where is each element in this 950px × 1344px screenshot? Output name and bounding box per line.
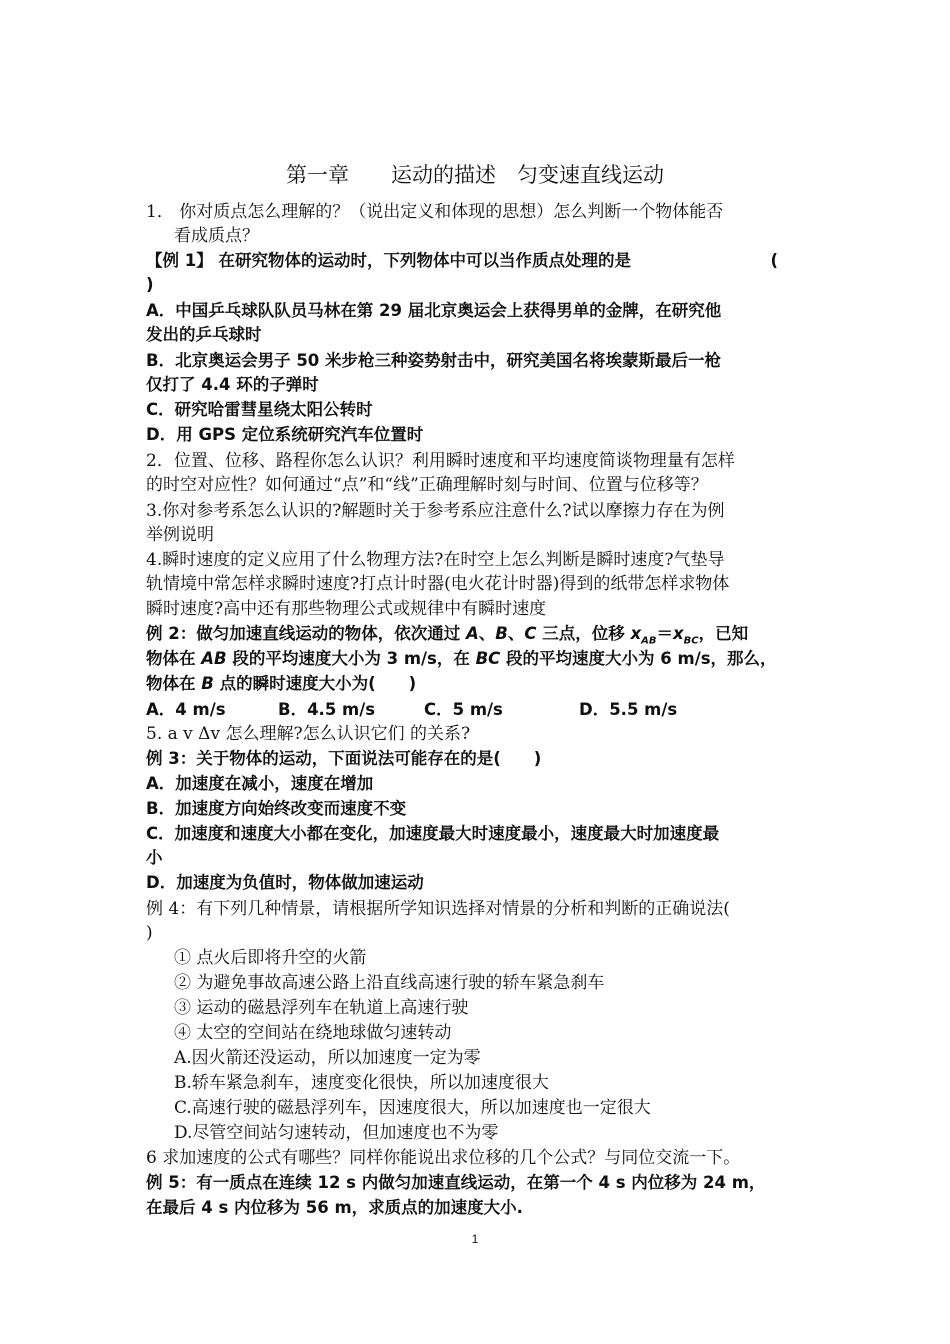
- example-3-stem: 例 3：关于物体的运动，下面说法可能存在的是( ): [146, 749, 542, 768]
- point-a: A: [465, 624, 479, 643]
- example-4-option-d: D.尽管空间站匀速转动，但加速度也不为零: [174, 1123, 499, 1143]
- example-2-line-1: [146, 622, 818, 646]
- example-2-line-1-text-a: 例 2：做匀加速直线运动的物体，依次通过: [146, 624, 466, 643]
- example-4-scenario-1: ① 点火后即将升空的火箭: [174, 948, 367, 968]
- displacement-symbol: x: [630, 624, 642, 643]
- example-1-stem: [146, 249, 818, 273]
- example-3-option-d: D．加速度为负值时，物体做加速运动: [146, 873, 424, 892]
- question-1-line-1: 1． 你对质点怎么理解的？（说出定义和体现的思想）怎么判断一个物体能否: [146, 202, 724, 222]
- example-3-option-c-line-2: 小: [146, 848, 163, 867]
- segment-bc: BC: [475, 649, 501, 668]
- question-2-line-2: 的时空对应性？如何通过“点”和“线”正确理解时刻与时间、位置与位移等？: [146, 475, 708, 495]
- example-1-option-a-line-2: 发出的乒乓球时: [146, 325, 262, 344]
- question-2-line-1: 2．位置、位移、路程你怎么认识？利用瞬时速度和平均速度简谈物理量有怎样: [146, 451, 735, 471]
- example-5-line-1: 例 5：有一质点在连续 12 s 内做匀加速直线运动，在第一个 4 s 内位移为 24 m，: [146, 1173, 766, 1192]
- subscript-ab: AB: [641, 635, 657, 646]
- example-1-option-b-line-1: B．北京奥运会男子 50 米步枪三种姿势射击中，研究美国名将埃蒙斯最后一枪: [146, 351, 722, 370]
- example-4-option-b: B.轿车紧急刹车，速度变化很快，所以加速度很大: [174, 1073, 549, 1093]
- example-1-option-c: C．研究哈雷彗星绕太阳公转时: [146, 400, 373, 419]
- example-3-option-a: A．加速度在减小，速度在增加: [146, 774, 374, 793]
- question-4-line-1: 4.瞬时速度的定义应用了什么物理方法?在时空上怎么判断是瞬时速度?气垫导: [146, 550, 725, 570]
- question-4-line-3: 瞬时速度?高中还有那些物理公式或规律中有瞬时速度: [146, 599, 547, 619]
- example-2-line-3-text-b: 点的瞬时速度大小为( ): [213, 674, 417, 693]
- example-2-line-3-text-a: 物体在: [146, 674, 202, 693]
- example-4-stem-line-1: 例 4：有下列几种情景，请根据所学知识选择对情景的分析和判断的正确说法(: [146, 899, 730, 919]
- example-2-option-b: B．4.5 m/s: [278, 700, 376, 719]
- point-c: C: [524, 624, 537, 643]
- example-2-line-2-text-c: 段的平均速度大小为 6 m/s，那么，: [500, 649, 777, 668]
- example-5-line-2: 在最后 4 s 内位移为 56 m，求质点的加速度大小.: [146, 1198, 523, 1217]
- example-3-option-c-line-1: C．加速度和速度大小都在变化，加速度最大时速度最小，速度最大时加速度最: [146, 824, 720, 843]
- question-1-line-2: 看成质点？: [174, 226, 259, 246]
- example-2-option-d: D．5.5 m/s: [579, 700, 678, 719]
- example-2-line-1-text-c: ，已知: [698, 624, 749, 643]
- question-5: 5. a v Δv 怎么理解?怎么认识它们 的关系?: [146, 724, 471, 744]
- example-3-option-b: B．加速度方向始终改变而速度不变: [146, 799, 407, 818]
- example-2-option-c: C．5 m/s: [424, 700, 503, 719]
- displacement-symbol: x: [672, 624, 684, 643]
- question-4-line-2: 轨情境中常怎样求瞬时速度?打点计时器(电火花计时器)得到的纸带怎样求物体: [146, 574, 730, 594]
- example-2-line-1-text-b: 三点，位移: [536, 624, 631, 643]
- separator: 、: [507, 624, 525, 643]
- separator: 、: [478, 624, 496, 643]
- example-4-option-a: A.因火箭还没运动，所以加速度一定为零: [174, 1048, 481, 1068]
- example-2-line-2-text-b: 段的平均速度大小为 3 m/s，在: [226, 649, 476, 668]
- example-4-scenario-2: ② 为避免事故高速公路上沿直线高速行驶的轿车紧急刹车: [174, 973, 605, 993]
- question-6: 6 求加速度的公式有哪些？同样你能说出求位移的几个公式？与同位交流一下。: [146, 1148, 741, 1168]
- example-4-scenario-3: ③ 运动的磁悬浮列车在轨道上高速行驶: [174, 998, 469, 1018]
- example-1-answer-paren: (: [770, 251, 778, 270]
- example-2-line-2: [146, 647, 818, 671]
- point-b: B: [201, 674, 214, 693]
- question-3-line-2: 举例说明: [146, 525, 214, 545]
- page-number: 1: [471, 1232, 479, 1246]
- example-4-scenario-4: ④ 太空的空间站在绕地球做匀速转动: [174, 1023, 452, 1043]
- example-4-stem-line-2: ): [146, 923, 153, 943]
- example-2-options: [146, 698, 818, 722]
- example-1-option-b-line-2: 仅打了 4.4 环的子弹时: [146, 375, 319, 394]
- subscript-bc: BC: [683, 635, 699, 646]
- example-2-line-2-text-a: 物体在: [146, 649, 202, 668]
- point-b: B: [495, 624, 508, 643]
- example-2-line-3: [146, 672, 818, 696]
- chapter-title: 第一章 运动的描述 匀变速直线运动: [286, 163, 664, 187]
- example-1-answer-paren-close: ): [146, 275, 154, 294]
- question-3-line-1: 3.你对参考系怎么认识的?解题时关于参考系应注意什么?试以摩擦力存在为例: [146, 501, 725, 521]
- example-4-option-c: C.高速行驶的磁悬浮列车，因速度很大，所以加速度也一定很大: [174, 1098, 651, 1118]
- example-1-option-d: D．用 GPS 定位系统研究汽车位置时: [146, 425, 424, 444]
- example-1-stem-text: 【例 1】 在研究物体的运动时，下列物体中可以当作质点处理的是: [146, 251, 631, 270]
- segment-ab: AB: [201, 649, 227, 668]
- example-2-option-a: A．4 m/s: [146, 700, 226, 719]
- example-1-option-a-line-1: A．中国乒乓球队队员马林在第 29 届北京奥运会上获得男单的金牌，在研究他: [146, 301, 722, 320]
- equals-sign: ＝: [656, 624, 673, 643]
